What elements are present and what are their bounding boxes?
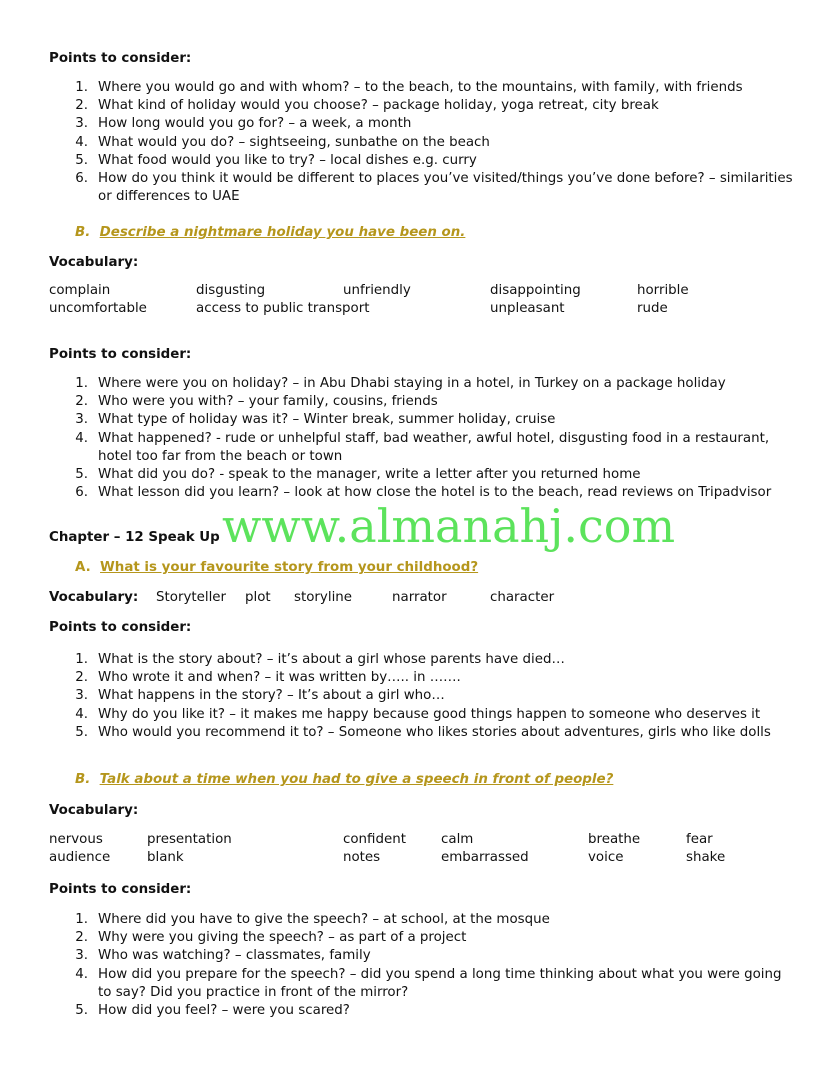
list-item: Who were you with? – your family, cousins, friends <box>98 394 438 410</box>
list-item-number: 3. <box>75 948 88 964</box>
vocab-word: audience <box>49 850 111 865</box>
points-heading: Points to consider: <box>49 620 192 635</box>
points-heading: Points to consider: <box>49 51 192 66</box>
list-item: Who was watching? – classmates, family <box>98 948 371 964</box>
list-item: or differences to UAE <box>98 189 240 205</box>
vocab-word: narrator <box>392 590 447 605</box>
vocab-word: disgusting <box>196 283 266 298</box>
vocab-word: breathe <box>588 832 641 847</box>
chapter-heading: Chapter – 12 Speak Up <box>49 530 220 545</box>
vocabulary-heading: Vocabulary: <box>49 590 139 605</box>
list-item: Where did you have to give the speech? – at school, at the mosque <box>98 912 550 927</box>
points-heading: Points to consider: <box>49 882 192 897</box>
list-item-number: 4. <box>75 706 88 722</box>
list-item-number: 2. <box>75 98 88 114</box>
vocab-word: complain <box>49 283 111 298</box>
vocab-word: unfriendly <box>343 283 411 298</box>
list-item: Who wrote it and when? – it was written by….. in ……. <box>98 670 461 686</box>
section-heading <box>75 558 478 578</box>
vocab-word: blank <box>147 850 184 865</box>
list-item-number: 2. <box>75 394 88 410</box>
vocab-word: embarrassed <box>441 850 529 865</box>
vocab-word: horrible <box>637 283 689 298</box>
list-item: hotel too far from the beach or town <box>98 448 343 464</box>
list-item: What type of holiday was it? – Winter break, summer holiday, cruise <box>98 412 556 428</box>
list-item: How long would you go for? – a week, a month <box>98 116 412 132</box>
list-item: What is the story about? – it’s about a girl whose parents have died… <box>98 652 565 667</box>
list-item-number: 1. <box>75 376 88 391</box>
list-item-number: 4. <box>75 430 88 446</box>
list-item: to say? Did you practice in front of the mirror? <box>98 984 409 1000</box>
list-item: Why were you giving the speech? – as part of a project <box>98 930 467 946</box>
vocab-word: storyline <box>294 590 353 605</box>
list-item-number: 6. <box>75 171 88 186</box>
list-item: What did you do? - speak to the manager, write a letter after you returned home <box>98 467 641 482</box>
section-heading <box>75 223 465 243</box>
vocab-word: nervous <box>49 832 103 847</box>
list-item-number: 5. <box>75 1003 88 1018</box>
list-item-number: 5. <box>75 152 88 168</box>
list-item-number: 4. <box>75 134 88 150</box>
list-item: Who would you recommend it to? – Someone who likes stories about adventures, girls who like dolls <box>98 724 771 740</box>
vocab-word: unpleasant <box>490 301 565 316</box>
vocab-word: plot <box>245 590 271 605</box>
list-item: How did you feel? – were you scared? <box>98 1003 350 1018</box>
section-title: Describe a nightmare holiday you have been on. <box>99 225 466 240</box>
list-item: What lesson did you learn? – look at how close the hotel is to the beach, read reviews on Tripadvisor <box>98 485 772 501</box>
list-item-number: 6. <box>75 485 88 501</box>
vocab-word: rude <box>637 301 668 316</box>
vocab-word: disappointing <box>490 283 581 298</box>
list-item: Why do you like it? – it makes me happy because good things happen to someone who deserves it <box>98 706 761 722</box>
vocab-word: calm <box>441 832 474 847</box>
section-title: What is your favourite story from your childhood? <box>100 560 479 575</box>
vocab-word: fear <box>686 832 713 847</box>
section-letter: B. <box>75 225 91 240</box>
list-item-number: 2. <box>75 930 88 946</box>
list-item-number: 3. <box>75 412 88 428</box>
watermark: www.almanahj.com <box>222 499 676 553</box>
vocab-word: notes <box>343 850 381 865</box>
section-letter: A. <box>75 560 91 575</box>
vocab-word: Storyteller <box>156 590 227 605</box>
points-heading: Points to consider: <box>49 347 192 362</box>
list-item-number: 4. <box>75 966 88 982</box>
list-item: What would you do? – sightseeing, sunbathe on the beach <box>98 134 490 150</box>
vocab-word: voice <box>588 850 624 865</box>
list-item-number: 2. <box>75 670 88 686</box>
section-title: Talk about a time when you had to give a speech in front of people? <box>99 772 614 787</box>
list-item-number: 5. <box>75 724 88 740</box>
list-item: How did you prepare for the speech? – did you spend a long time thinking about what you were going <box>98 966 782 982</box>
vocabulary-heading: Vocabulary: <box>49 255 139 270</box>
list-item: How do you think it would be different to places you’ve visited/things you’ve done before? – similarities <box>98 171 793 186</box>
section-letter: B. <box>75 772 91 787</box>
list-item-number: 1. <box>75 652 88 667</box>
list-item: What happened? - rude or unhelpful staff, bad weather, awful hotel, disgusting food in a restaurant, <box>98 430 770 446</box>
vocab-word: shake <box>686 850 726 865</box>
list-item-number: 3. <box>75 116 88 132</box>
list-item: Where were you on holiday? – in Abu Dhabi staying in a hotel, in Turkey on a package holiday <box>98 376 726 391</box>
section-heading <box>75 770 613 790</box>
vocab-word: confident <box>343 832 406 847</box>
list-item-number: 1. <box>75 912 88 927</box>
list-item-number: 1. <box>75 80 88 95</box>
list-item-number: 5. <box>75 467 88 482</box>
list-item: What happens in the story? – It’s about a girl who… <box>98 688 445 704</box>
vocab-word: presentation <box>147 832 232 847</box>
vocab-word: character <box>490 590 555 605</box>
list-item: Where you would go and with whom? – to the beach, to the mountains, with family, with friends <box>98 80 743 95</box>
list-item: What kind of holiday would you choose? – package holiday, yoga retreat, city break <box>98 98 659 114</box>
list-item: What food would you like to try? – local dishes e.g. curry <box>98 152 477 168</box>
vocabulary-heading: Vocabulary: <box>49 803 139 818</box>
vocab-word: access to public transport <box>196 301 370 316</box>
list-item-number: 3. <box>75 688 88 704</box>
vocab-word: uncomfortable <box>49 301 147 316</box>
